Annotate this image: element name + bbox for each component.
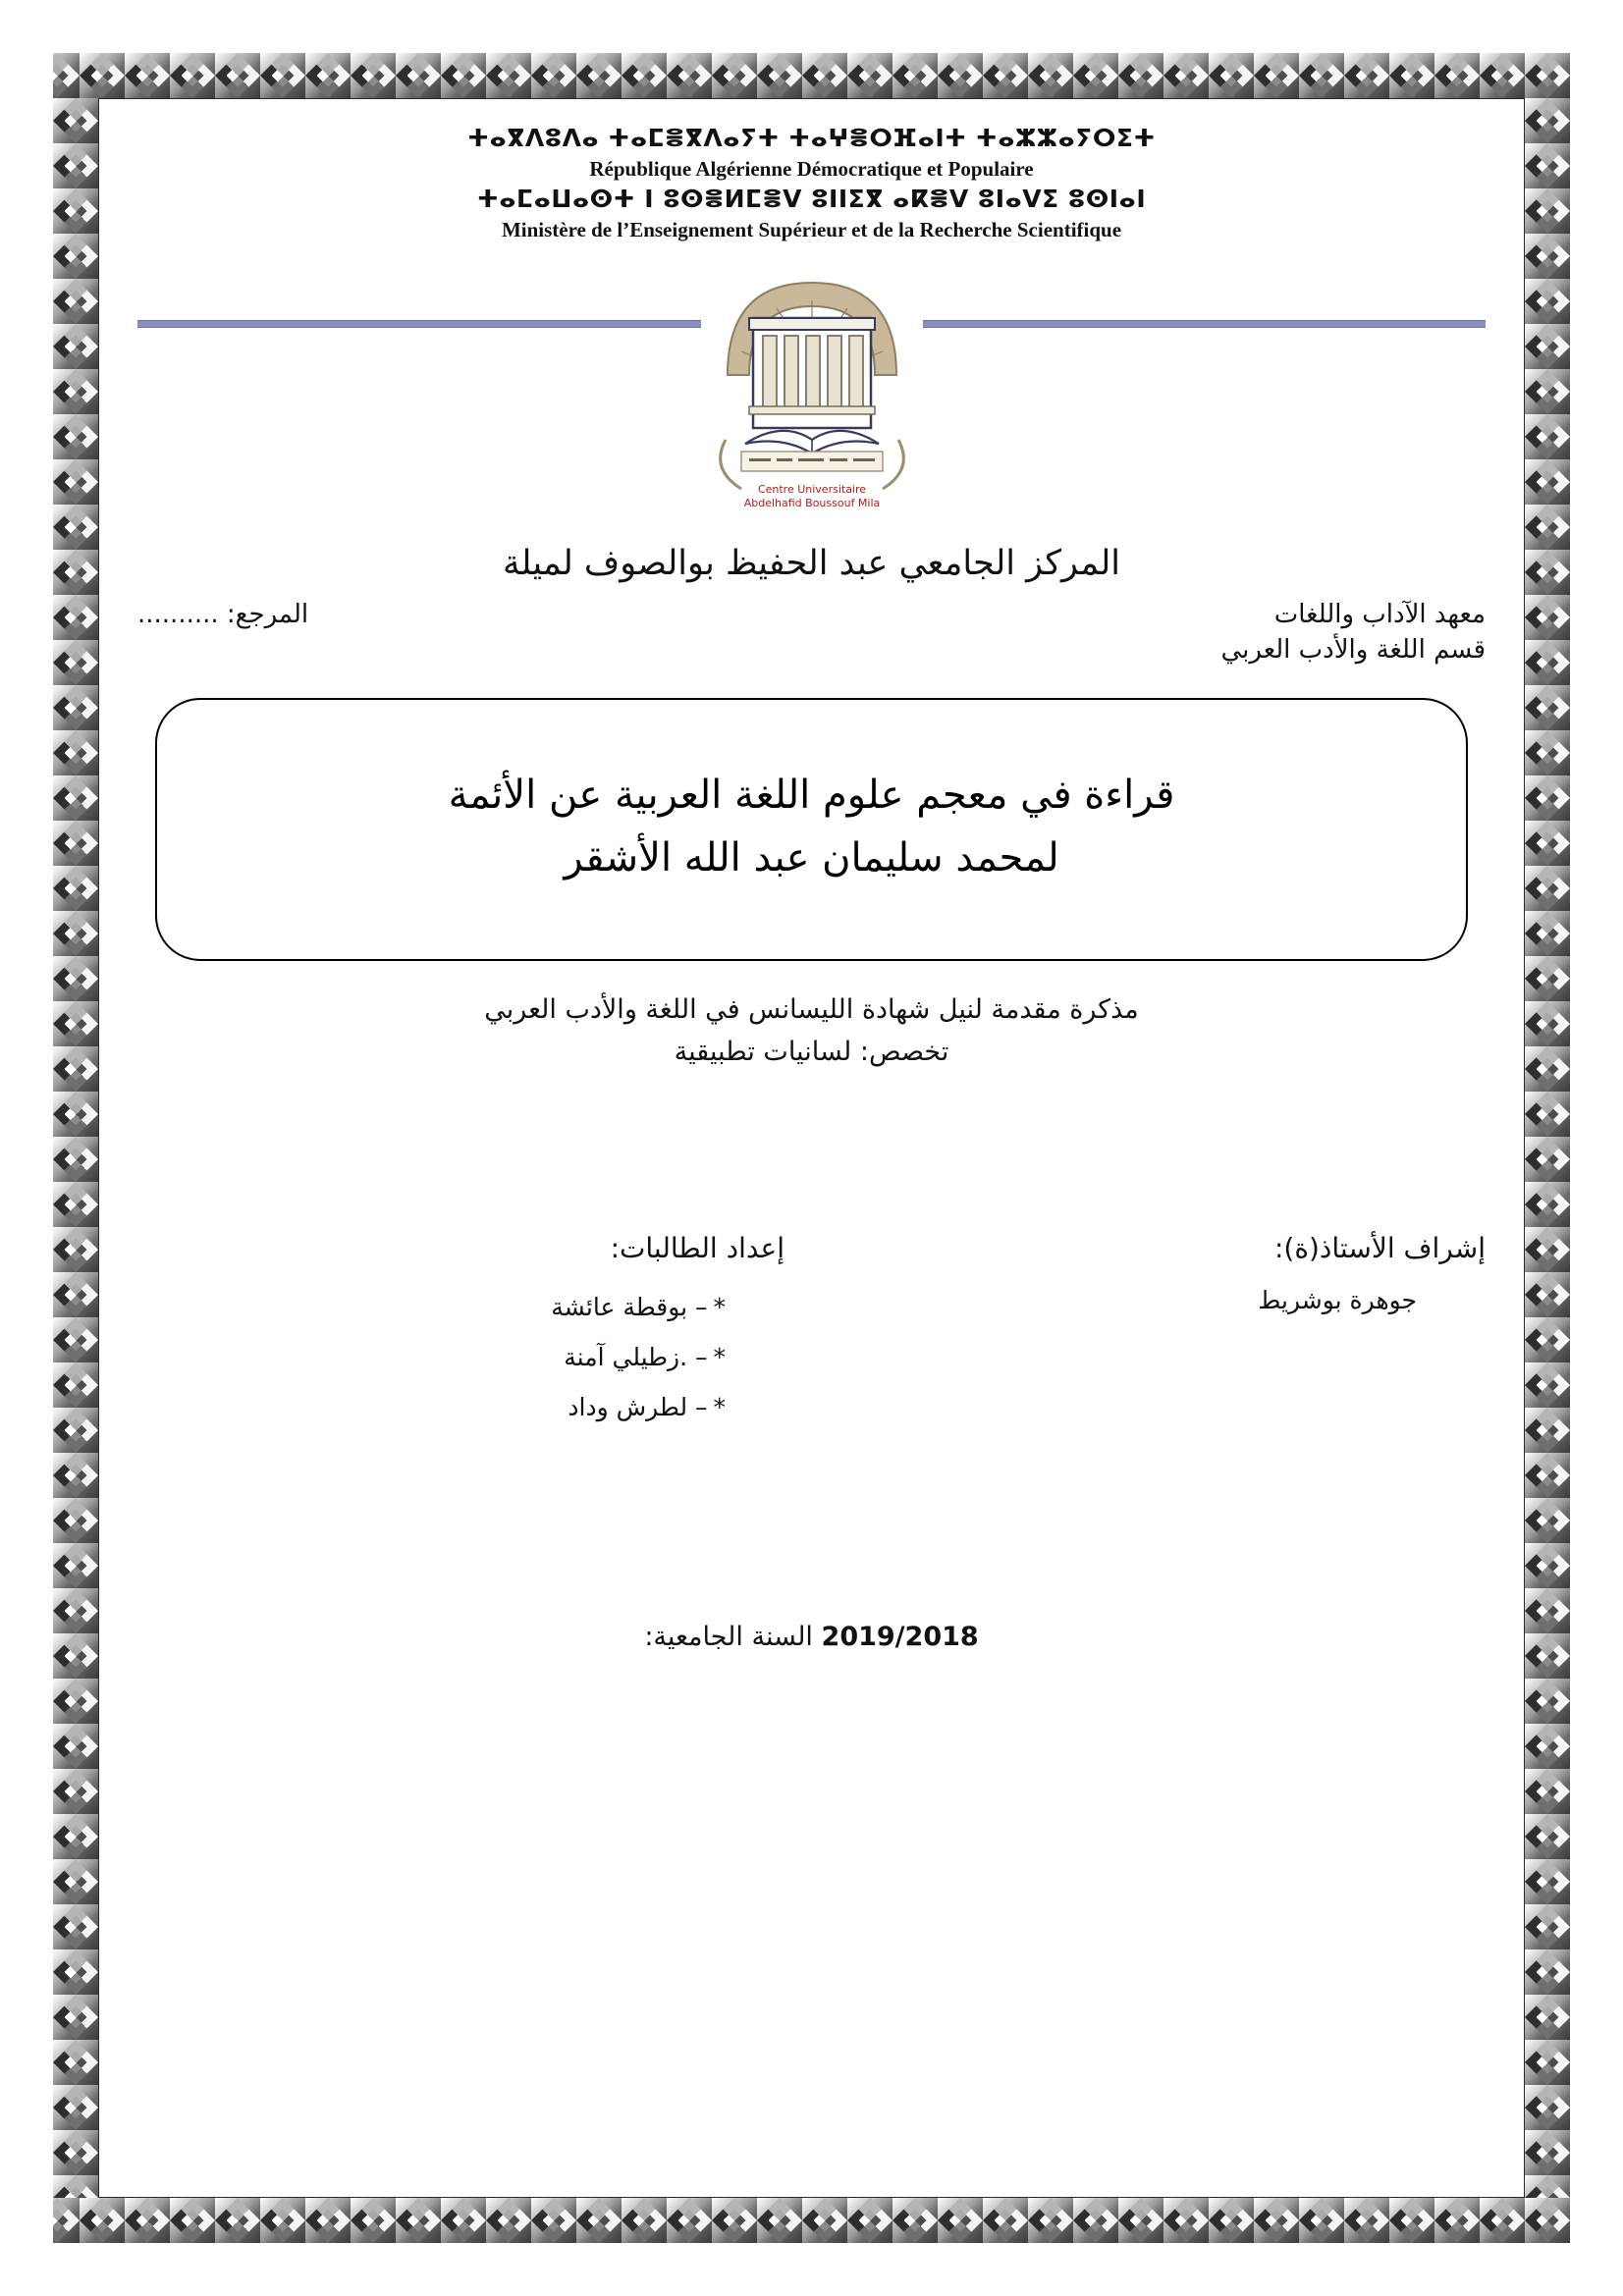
frame-tile — [53, 188, 98, 234]
frame-tile — [1299, 2198, 1344, 2243]
frame-tile — [260, 2198, 305, 2243]
frame-tile — [1163, 53, 1209, 98]
frame-tile — [1254, 2198, 1299, 2243]
frame-band-bottom — [53, 2198, 1570, 2243]
frame-tile — [1344, 53, 1389, 98]
institute-name: معهد الآداب واللغات — [1273, 599, 1486, 629]
frame-tile — [1525, 1498, 1570, 1543]
frame-tile — [1525, 1272, 1570, 1317]
frame-tile — [1525, 2130, 1570, 2175]
university-logo-icon — [698, 257, 926, 514]
frame-tile — [1389, 2198, 1434, 2243]
frame-tile — [396, 53, 441, 98]
bullet-star: * — [713, 1343, 727, 1372]
frame-tile — [1389, 53, 1434, 98]
frame-tile — [1525, 1904, 1570, 1949]
frame-tile — [1525, 53, 1570, 98]
frame-tile — [1525, 911, 1570, 956]
frame-tile — [53, 53, 80, 98]
frame-tile — [351, 2198, 396, 2243]
frame-tile — [1525, 775, 1570, 821]
frame-tile — [215, 2198, 260, 2243]
thesis-title-box — [155, 698, 1468, 961]
frame-tile — [53, 1317, 98, 1362]
svg-text:Centre Universitaire: Centre Universitaire — [757, 483, 866, 497]
frame-tile — [53, 1001, 98, 1046]
frame-tile — [53, 1769, 98, 1814]
frame-tile — [53, 550, 98, 595]
frame-tile — [53, 459, 98, 505]
student-name: .زطيلي آمنة — [564, 1343, 688, 1372]
frame-tile — [53, 1137, 98, 1182]
bullet-dash: – — [695, 1343, 708, 1372]
thesis-title-line-2: لمحمد سليمان عبد الله الأشقر — [564, 834, 1059, 881]
thesis-purpose: مذكرة مقدمة لنيل شهادة الليسانس في اللغة والأدب العربي — [484, 993, 1139, 1025]
frame-tile — [531, 53, 576, 98]
frame-tile — [170, 2198, 215, 2243]
frame-tile — [1525, 1814, 1570, 1859]
frame-tile — [1525, 1995, 1570, 2040]
frame-tile — [53, 1227, 98, 1272]
frame-tile — [1525, 640, 1570, 685]
frame-tile — [53, 1453, 98, 1498]
frame-tile — [1525, 1453, 1570, 1498]
frame-tile — [486, 53, 531, 98]
list-item — [137, 1282, 726, 1332]
institute-and-reference-row — [137, 600, 1486, 629]
frame-tile — [847, 53, 893, 98]
frame-tile — [1525, 550, 1570, 595]
students-heading: إعداد الطالبات: — [610, 1231, 785, 1264]
frame-tile — [53, 1995, 98, 2040]
frame-tile — [983, 2198, 1028, 2243]
frame-tile — [53, 1588, 98, 1633]
frame-tile — [1525, 234, 1570, 279]
frame-tile — [1525, 1137, 1570, 1182]
frame-tile — [1525, 595, 1570, 640]
frame-tile — [441, 2198, 486, 2243]
logo-area — [137, 257, 1486, 522]
frame-tile — [893, 2198, 938, 2243]
frame-tile — [305, 2198, 351, 2243]
frame-tile — [1525, 98, 1570, 143]
frame-tile — [80, 2198, 125, 2243]
university-name: المركز الجامعي عبد الحفيظ بوالصوف لميلة — [502, 544, 1120, 584]
frame-tile — [53, 505, 98, 550]
frame-tile — [1073, 2198, 1118, 2243]
frame-tile — [1525, 324, 1570, 369]
frame-tile — [1525, 1046, 1570, 1092]
frame-tile — [53, 1543, 98, 1588]
frame-tile — [712, 2198, 757, 2243]
bullet-star: * — [713, 1393, 727, 1422]
frame-tile — [576, 53, 622, 98]
frame-tile — [1525, 2175, 1570, 2198]
supervisor-name: جوهرة بوشريط — [1258, 1285, 1417, 1314]
academic-year — [137, 1622, 1486, 1652]
frame-tile — [1344, 2198, 1389, 2243]
frame-tile — [53, 1046, 98, 1092]
list-item — [137, 1332, 726, 1382]
frame-tile — [53, 685, 98, 730]
frame-tile — [667, 53, 712, 98]
frame-tile — [53, 279, 98, 324]
frame-tile — [53, 2085, 98, 2130]
frame-tile — [757, 2198, 802, 2243]
frame-tile — [53, 1498, 98, 1543]
frame-tile — [1525, 1949, 1570, 1995]
frame-tile — [53, 1408, 98, 1453]
frame-tile — [53, 2040, 98, 2085]
frame-tile — [53, 414, 98, 459]
frame-tile — [938, 53, 983, 98]
frame-tile — [1525, 1543, 1570, 1588]
students-column — [137, 1232, 784, 1433]
ministry-french-line: Ministère de l’Enseignement Supérieur et de la Recherche Scientifique — [501, 217, 1122, 241]
frame-tile — [1525, 1362, 1570, 1408]
frame-tile — [1028, 2198, 1073, 2243]
frame-tile — [305, 53, 351, 98]
frame-tile — [1028, 53, 1073, 98]
frame-tile — [1525, 505, 1570, 550]
svg-text:Abdelhafid Boussouf Mila: Abdelhafid Boussouf Mila — [743, 497, 880, 510]
frame-tile — [1525, 956, 1570, 1001]
frame-tile — [53, 1904, 98, 1949]
frame-tile — [1525, 143, 1570, 188]
frame-tile — [53, 98, 98, 143]
list-item — [137, 1382, 726, 1432]
bullet-dash: – — [695, 1393, 708, 1422]
frame-tile — [938, 2198, 983, 2243]
frame-tile — [1525, 2198, 1570, 2243]
frame-tile — [1525, 685, 1570, 730]
supervisor-heading: إشراف الأستاذ(ة): — [1273, 1231, 1486, 1264]
frame-band-top — [53, 53, 1570, 98]
people-section — [137, 1232, 1486, 1433]
frame-tile — [53, 1092, 98, 1137]
cover-content — [98, 106, 1525, 2202]
frame-tile — [53, 866, 98, 911]
frame-tile — [1525, 730, 1570, 775]
frame-tile — [1525, 1001, 1570, 1046]
frame-tile — [1525, 1633, 1570, 1679]
frame-tile — [53, 595, 98, 640]
frame-tile — [53, 956, 98, 1001]
thesis-speciality: تخصص: لسانيات تطبيقية — [674, 1036, 949, 1067]
frame-tile — [1525, 1859, 1570, 1904]
frame-tile — [1525, 866, 1570, 911]
frame-tile — [1525, 1408, 1570, 1453]
bullet-star: * — [713, 1292, 727, 1321]
frame-tile — [893, 53, 938, 98]
frame-tile — [712, 53, 757, 98]
frame-tile — [53, 143, 98, 188]
frame-tile — [53, 1182, 98, 1227]
frame-tile — [802, 53, 847, 98]
frame-tile — [1525, 2040, 1570, 2085]
frame-tile — [125, 53, 170, 98]
frame-tile — [1525, 279, 1570, 324]
frame-tile — [757, 53, 802, 98]
frame-tile — [351, 53, 396, 98]
ministry-tifinagh-line: ⵜⴰⵎⴰⵡⴰⵙⵜ ⵏ ⵓⵙⴻⵍⵎⴻⴸ ⵓⵏⵏⵉⴳ ⴰⴽⴻⴸ ⵓⵏⴰⴸⵉ ⵓⵙⵏⴰⵏ — [476, 185, 1147, 214]
frame-tile — [1525, 2085, 1570, 2130]
frame-tile — [53, 1859, 98, 1904]
supervisor-column — [839, 1232, 1486, 1433]
frame-tile — [53, 234, 98, 279]
frame-tile — [1163, 2198, 1209, 2243]
academic-year-value: 2019/2018 — [821, 1621, 979, 1652]
frame-tile — [53, 730, 98, 775]
frame-tile — [53, 324, 98, 369]
frame-tile — [802, 2198, 847, 2243]
frame-tile — [1434, 53, 1480, 98]
frame-tile — [1525, 1769, 1570, 1814]
frame-tile — [1525, 1679, 1570, 1724]
frame-tile — [1525, 821, 1570, 866]
frame-tile — [53, 775, 98, 821]
frame-tile — [441, 53, 486, 98]
frame-tile — [1525, 1588, 1570, 1633]
frame-tile — [1525, 1317, 1570, 1362]
frame-tile — [1254, 53, 1299, 98]
student-name: لطرش وداد — [568, 1393, 688, 1422]
frame-tile — [53, 1814, 98, 1859]
student-name: بوقطة عائشة — [551, 1292, 688, 1321]
frame-tile — [1073, 53, 1118, 98]
frame-tile — [622, 2198, 667, 2243]
frame-tile — [622, 53, 667, 98]
frame-tile — [1525, 1092, 1570, 1137]
frame-tile — [53, 1949, 98, 1995]
frame-tile — [667, 2198, 712, 2243]
frame-band-left — [53, 98, 98, 2198]
frame-tile — [1525, 1724, 1570, 1769]
frame-tile — [1525, 459, 1570, 505]
frame-tile — [531, 2198, 576, 2243]
frame-tile — [53, 640, 98, 685]
frame-tile — [53, 2175, 98, 2198]
frame-band-right — [1525, 98, 1570, 2198]
frame-tile — [983, 53, 1028, 98]
frame-tile — [215, 53, 260, 98]
frame-tile — [53, 911, 98, 956]
frame-tile — [53, 2130, 98, 2175]
frame-tile — [53, 369, 98, 414]
frame-tile — [1299, 53, 1344, 98]
frame-tile — [1209, 53, 1254, 98]
frame-tile — [1525, 414, 1570, 459]
frame-tile — [1480, 2198, 1525, 2243]
frame-tile — [125, 2198, 170, 2243]
frame-tile — [1434, 2198, 1480, 2243]
frame-tile — [1525, 1227, 1570, 1272]
frame-tile — [53, 1724, 98, 1769]
department-name: قسم اللغة والأدب العربي — [1220, 634, 1486, 665]
frame-tile — [53, 1272, 98, 1317]
thesis-title-line-1: قراءة في معجم علوم اللغة العربية عن الأئمة — [448, 772, 1175, 818]
frame-tile — [1525, 1182, 1570, 1227]
frame-tile — [396, 2198, 441, 2243]
students-list — [137, 1282, 784, 1433]
frame-tile — [1118, 2198, 1163, 2243]
frame-tile — [1118, 53, 1163, 98]
frame-tile — [53, 2198, 80, 2243]
frame-tile — [1209, 2198, 1254, 2243]
frame-tile — [170, 53, 215, 98]
republic-tifinagh-line: ⵜⴰⴳⴷⵓⴷⴰ ⵜⴰⵎⴻⴳⴷⴰⵢⵜ ⵜⴰⵖⴻⵔⴼⴰⵏⵜ ⵜⴰⵣⵣⴰⵢⵔⵉⵜ — [467, 124, 1156, 152]
frame-tile — [260, 53, 305, 98]
frame-tile — [53, 1633, 98, 1679]
frame-tile — [847, 2198, 893, 2243]
frame-tile — [1525, 369, 1570, 414]
bullet-dash: – — [695, 1292, 708, 1321]
reference-label: المرجع: .......... — [137, 599, 309, 629]
republic-french-line: République Algérienne Démocratique et Populaire — [589, 156, 1034, 181]
frame-tile — [576, 2198, 622, 2243]
frame-tile — [53, 1679, 98, 1724]
frame-tile — [1525, 188, 1570, 234]
frame-tile — [80, 53, 125, 98]
frame-tile — [486, 2198, 531, 2243]
frame-tile — [1480, 53, 1525, 98]
frame-tile — [53, 1362, 98, 1408]
academic-year-label: السنة الجامعية: — [644, 1621, 813, 1652]
frame-tile — [53, 821, 98, 866]
